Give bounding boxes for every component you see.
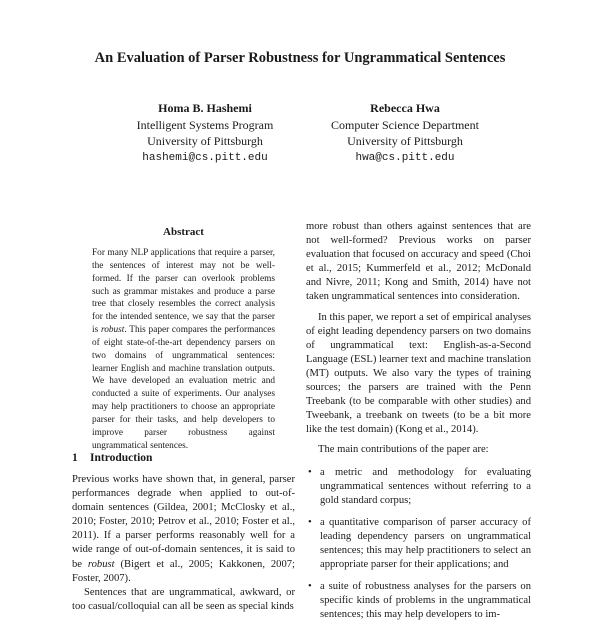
right-paragraph-1: more robust than others against sentences that are not well-formed? Previous works on parser evaluation that focused on accuracy and speed (Choi et al., 2015; Kummerfeld et al., 2012; McDonald and Nivre, 2011; Kong and Smith, 2014) have not taken ungrammatical sentences into consideration.: [306, 221, 531, 303]
list-item-text: a suite of robustness analyses for the parsers on specific kinds of problems in the ungrammatical sentences; this may help developers to im-: [320, 581, 531, 621]
list-item: [306, 516, 531, 572]
right-paragraph-3: The main contributions of the paper are:: [318, 444, 489, 456]
list-item: [306, 580, 531, 622]
author-name: Rebecca Hwa: [370, 101, 440, 115]
author-affiliation: Intelligent Systems Program: [136, 117, 274, 132]
author-block-2: [310, 100, 500, 166]
abstract-text-b: . This paper compares the performances of eight state-of-the-art dependency parsers on two domains of ungrammatical sentences: learner English and machine translation outputs. We have developed an evaluation metric and conducted a suite of experiments. Our analyses may help practitioners to choose an appropriate parser for their tasks, and help developers to improve parser robustness against ungrammatical sentences.: [92, 325, 275, 451]
author-name: Homa B. Hashemi: [158, 101, 252, 115]
author-email[interactable]: hashemi@cs.pitt.edu: [142, 151, 268, 164]
author-affiliation: Computer Science Department: [331, 117, 479, 132]
list-item-text: a quantitative comparison of parser accuracy of leading dependency parsers on ungrammatical sentences; this may help practitioners to select an appropriate parser for their applications; and: [320, 516, 531, 571]
introduction-body: [72, 473, 295, 614]
bullet-icon: •: [308, 466, 312, 478]
author-email[interactable]: hwa@cs.pitt.edu: [355, 151, 455, 164]
right-column: [306, 220, 531, 630]
abstract-text-a: For many NLP applications that require a parser, the sentences of interest may not be well-formed. If the parser can overlook problems such as grammar mistakes and produce a parse tree that closely resembles the correct analysis for the intended sentence, we say that the parser is: [92, 248, 275, 336]
intro-paragraph-1: [72, 473, 295, 586]
section-number: 1: [72, 452, 78, 464]
abstract-emphasis: robust: [100, 325, 125, 336]
author-university: University of Pittsburgh: [347, 134, 463, 148]
paper-title: An Evaluation of Parser Robustness for Ungrammatical Sentences: [94, 50, 506, 66]
section-heading-introduction: [72, 452, 152, 464]
contributions-list: [306, 466, 531, 623]
abstract-heading: Abstract: [163, 226, 204, 238]
bullet-icon: •: [308, 581, 312, 593]
intro-emphasis: robust: [87, 558, 115, 570]
bullet-icon: •: [308, 516, 312, 528]
right-paragraph-2: In this paper, we report a set of empirical analyses of eight leading dependency parsers on two domains of ungrammatical text: English-as-a-Second Language (ESL) learner text and machine translation (MT) outputs. We also vary the types of training sources; the parsers are trained with the Penn Treebank (to be comparable with other studies) and Tweebank, a treebank on tweets (to be a bit more like the test domain) (Kong et al., 2014).: [306, 311, 531, 436]
section-title: Introduction: [90, 452, 153, 464]
intro-paragraph-2: Sentences that are ungrammatical, awkward, or too casual/colloquial can all be seen as special kinds: [72, 586, 295, 612]
list-item-text: a metric and methodology for evaluating ungrammatical sentences without referring to a gold standard corpus;: [320, 466, 531, 506]
abstract-body: [92, 247, 275, 453]
author-university: University of Pittsburgh: [147, 134, 263, 148]
intro-p1-text-b: (Bigert et al., 2005; Kakkonen, 2007; Foster, 2007).: [72, 558, 296, 584]
author-block-1: [110, 100, 300, 166]
intro-p1-text-a: Previous works have shown that, in general, parser performances degrade when applied to out-of-domain sentences (Gildea, 2001; McClosky et al., 2010; Foster, 2010; Petrov et al., 2010; Foster et al., 2011). If a parser performs reasonably well for a wide range of out-of-domain sentences, it is said to be: [72, 474, 295, 570]
list-item: [306, 466, 531, 508]
